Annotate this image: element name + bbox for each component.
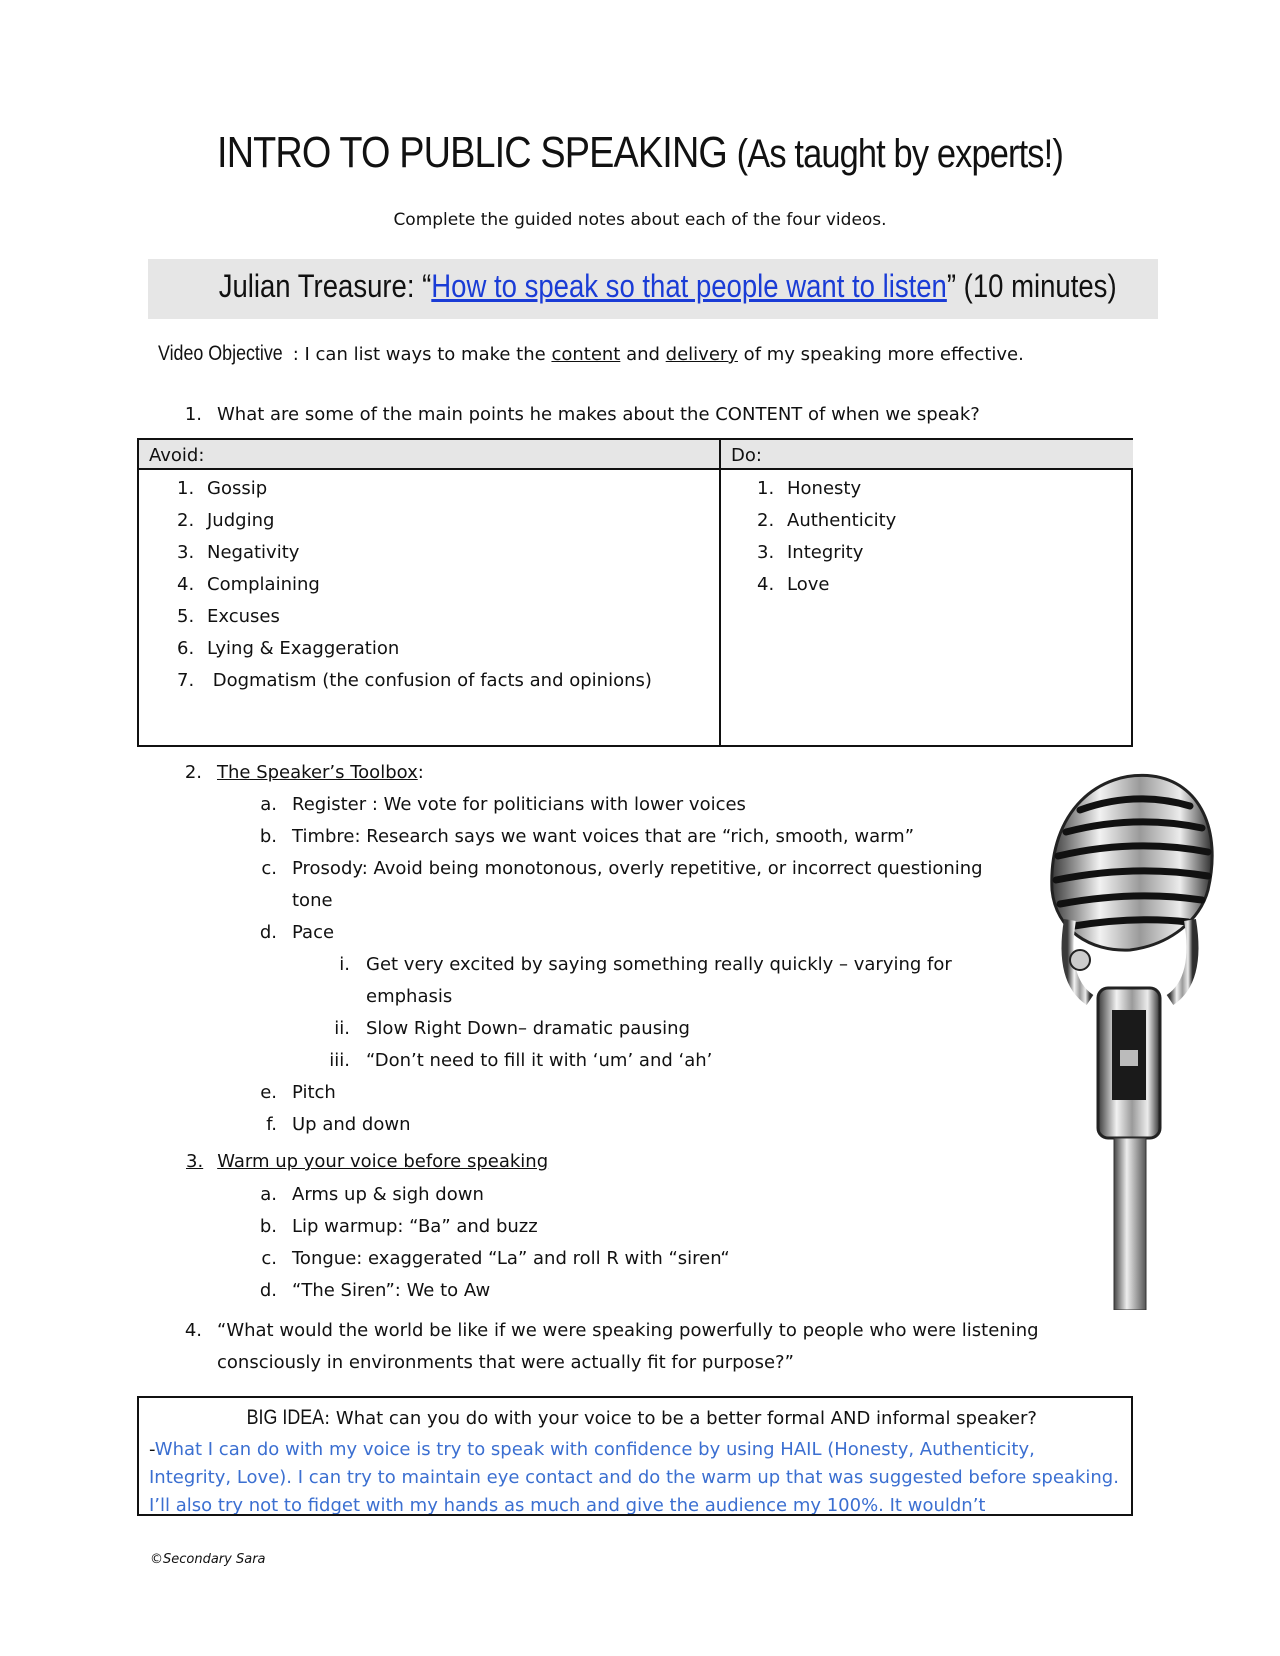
question-number: 1. — [184, 404, 202, 425]
page-title — [90, 128, 1191, 178]
question-text: The Speaker’s Toolbox — [217, 762, 418, 783]
title-paren: (As taught by experts!) — [736, 132, 1063, 176]
objective-label: Video Objective — [158, 342, 283, 365]
objective-text-end: of my speaking more effective. — [737, 344, 1024, 365]
pace-subitem-continued: emphasis — [366, 986, 453, 1007]
question-text: What are some of the main points he makes about the CONTENT of when we speak? — [217, 404, 980, 425]
banner-prefix: Julian Treasure: “ — [218, 268, 432, 304]
toolbox-item: b. Timbre: Research says we want voices that are “rich, smooth, warm” — [259, 826, 915, 847]
warmup-item: a. Arms up & sigh down — [260, 1184, 484, 1205]
toolbox-item: e. Pitch — [260, 1082, 336, 1103]
list-item: 3. Negativity — [177, 542, 300, 563]
big-idea-label: BIG IDEA — [246, 1406, 325, 1429]
big-idea-answer[interactable] — [149, 1436, 1121, 1516]
toolbox-item: d. Pace — [259, 922, 335, 943]
column-divider — [719, 470, 721, 745]
objective-delivery-word: delivery — [665, 344, 738, 365]
video-banner — [148, 259, 1158, 319]
objective-content-word: content — [551, 344, 621, 365]
list-item: 5. Excuses — [177, 606, 280, 627]
big-idea-question-text: : What can you do with your voice to be a better formal AND informal speaker? — [324, 1408, 1037, 1429]
list-item: 1. Honesty — [757, 478, 862, 499]
big-idea-question — [139, 1406, 1131, 1430]
list-item: 4. Love — [757, 574, 830, 595]
copyright-footer: ©Secondary Sara — [150, 1552, 266, 1567]
question-1 — [180, 404, 980, 425]
avoid-list — [177, 473, 652, 697]
list-item: 1. Gossip — [177, 478, 268, 499]
video-link[interactable]: How to speak so that people want to listen — [431, 268, 947, 304]
pace-subitem: i. Get very excited by saying something really quickly – varying for — [339, 954, 952, 975]
instructions: Complete the guided notes about each of the four videos. — [393, 210, 887, 230]
avoid-header: Avoid: — [139, 440, 721, 470]
question-colon: : — [417, 762, 424, 783]
title-main: INTRO TO PUBLIC SPEAKING — [217, 128, 727, 177]
warmup-item: b. Lip warmup: “Ba” and buzz — [259, 1216, 538, 1237]
objective-text: : I can list ways to make the — [292, 344, 552, 365]
list-item: 6. Lying & Exaggeration — [177, 638, 400, 659]
question-4-continued: consciously in environments that were actually fit for purpose?” — [217, 1352, 794, 1373]
answer-text: What I can do with my voice is try to speak with confidence by using HAIL (Honesty, Authenticity, Integrity, Love). I can try to maintain eye contact and do the warm up that was suggested before speaking. I’ll also try not to fidget with my hands as much and give the audience my 100%. It wouldn’t — [149, 1439, 1119, 1516]
pace-subitem: ii. Slow Right Down– dramatic pausing — [334, 1018, 690, 1039]
big-idea-box — [137, 1396, 1133, 1516]
question-4 — [180, 1320, 1039, 1341]
banner-suffix: ” (10 minutes) — [946, 268, 1117, 304]
list-item: 4. Complaining — [177, 574, 320, 595]
do-list — [757, 473, 896, 601]
list-item: 2. Judging — [177, 510, 275, 531]
question-text: Warm up your voice before speaking — [217, 1151, 549, 1172]
list-item: 7. Dogmatism (the confusion of facts and opinions) — [177, 670, 652, 691]
toolbox-item: f. Up and down — [266, 1114, 411, 1135]
question-2 — [180, 762, 424, 783]
video-objective — [158, 342, 1024, 366]
warmup-item: c. Tongue: exaggerated “La” and roll R with “siren“ — [261, 1248, 730, 1269]
question-3 — [186, 1151, 548, 1172]
question-number: 4. — [184, 1320, 202, 1341]
toolbox-item: a. Register : We vote for politicians with lower voices — [260, 794, 746, 815]
question-number: 3. — [186, 1151, 204, 1172]
question-text: “What would the world be like if we were speaking powerfully to people who were listening — [217, 1320, 1039, 1341]
toolbox-item: c. Prosody: Avoid being monotonous, overly repetitive, or incorrect questioning — [261, 858, 983, 879]
warmup-item: d. “The Siren”: We to Aw — [259, 1280, 491, 1301]
toolbox-item-continued: tone — [292, 890, 333, 911]
microphone-icon — [1040, 770, 1220, 1310]
objective-text-mid: and — [620, 344, 666, 365]
pace-subitem: iii. “Don’t need to fill it with ‘um’ and ‘ah’ — [329, 1050, 713, 1071]
answer-dash: - — [149, 1439, 155, 1460]
list-item: 2. Authenticity — [757, 510, 897, 531]
do-header: Do: — [721, 440, 1133, 470]
list-item: 3. Integrity — [757, 542, 864, 563]
question-number: 2. — [184, 762, 202, 783]
content-table — [137, 438, 1133, 747]
